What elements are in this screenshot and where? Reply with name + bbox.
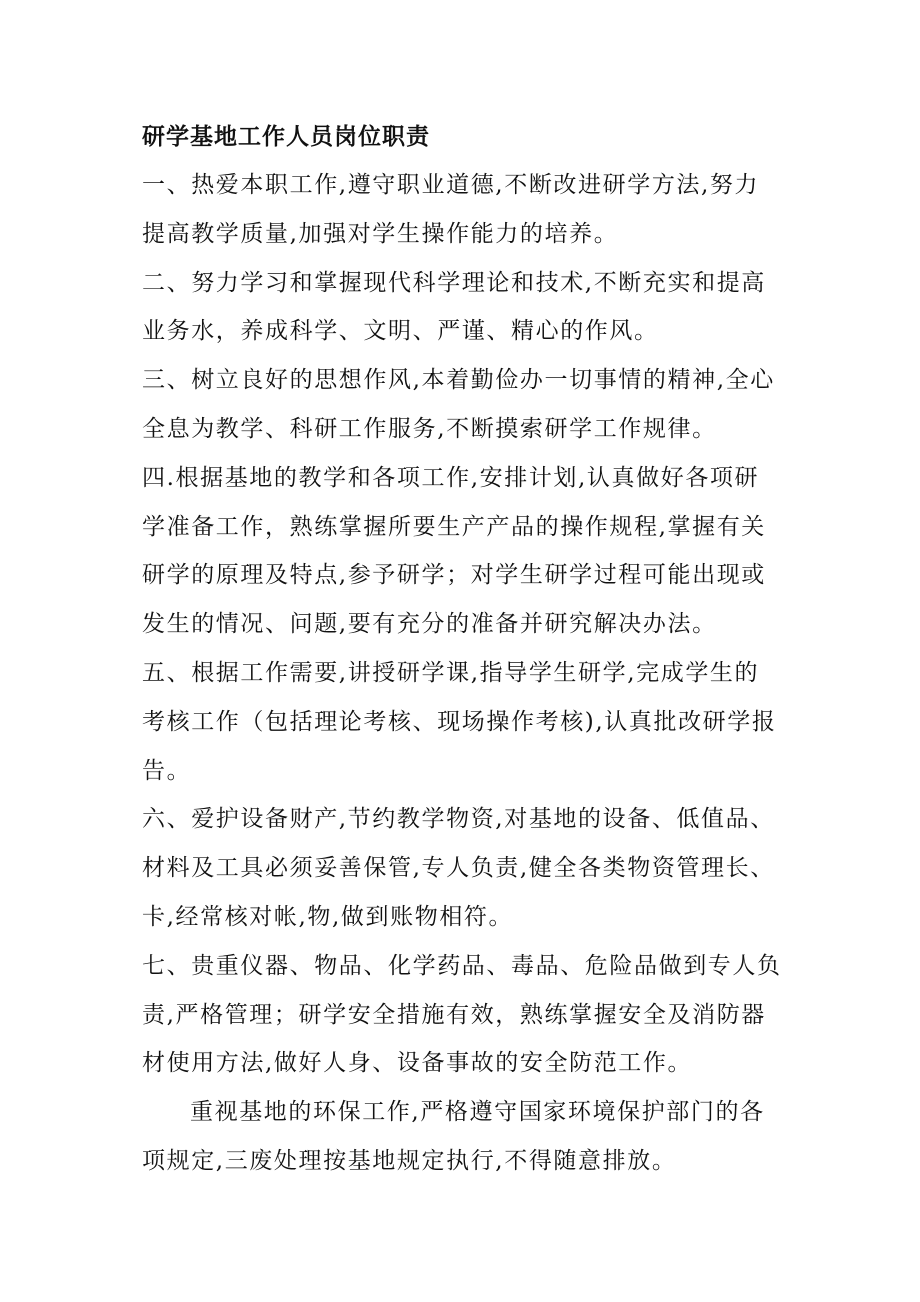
paragraph-8 <box>142 1088 802 1186</box>
paragraph-line: 七、贵重仪器、物品、化学药品、毒品、危险品做到专人负 <box>142 952 782 979</box>
paragraph-1 <box>142 161 802 259</box>
paragraph-line: 重视基地的环保工作,严格遵守国家环境保护部门的各 <box>190 1099 765 1126</box>
paragraph-line: 发生的情况、问题,要有充分的准备并研究解决办法。 <box>142 611 717 638</box>
paragraph-line: 二、努力学习和掌握现代科学理论和技术,不断充实和提高 <box>142 269 766 296</box>
paragraph-line: 卡,经常核对帐,物,做到账物相符。 <box>142 903 514 930</box>
paragraph-line: 四.根据基地的教学和各项工作,安排计划,认真做好各项研 <box>142 464 760 491</box>
paragraph-line: 研学的原理及特点,参予研学；对学生研学过程可能出现或 <box>142 562 766 589</box>
paragraph-line: 材使用方法,做好人身、设备事故的安全防范工作。 <box>142 1050 693 1077</box>
paragraph-line: 考核工作（包括理论考核、现场操作考核),认真批改研学报 <box>142 708 777 735</box>
paragraph-line: 六、爱护设备财产,节约教学物资,对基地的设备、低值品、 <box>142 806 775 833</box>
paragraph-7 <box>142 942 802 1088</box>
paragraph-line: 学准备工作，熟练掌握所要生产产品的操作规程,掌握有关 <box>142 513 766 540</box>
paragraph-line: 责,严格管理；研学安全措施有效，熟练掌握安全及消防器 <box>142 1001 766 1028</box>
paragraph-line: 三、树立良好的思想作风,本着勤俭办一切事情的精神,全心 <box>142 367 775 394</box>
paragraph-line: 项规定,三废处理按基地规定执行,不得随意排放。 <box>142 1147 677 1174</box>
paragraph-line: 业务水，养成科学、文明、严谨、精心的作风。 <box>142 318 659 345</box>
paragraph-line: 材料及工具必须妥善保管,专人负责,健全各类物资管理长、 <box>142 855 775 882</box>
paragraph-line: 告。 <box>142 757 192 784</box>
paragraph-line: 一、热爱本职工作,遵守职业道德,不断改进研学方法,努力 <box>142 172 760 198</box>
document-page <box>142 113 802 1186</box>
paragraph-3 <box>142 356 802 454</box>
paragraph-5 <box>142 649 802 795</box>
paragraph-6 <box>142 795 802 941</box>
document-title: 研学基地工作人员岗位职责 <box>142 123 430 150</box>
paragraph-4 <box>142 454 802 649</box>
paragraph-2 <box>142 259 802 357</box>
paragraph-line: 五、根据工作需要,讲授研学课,指导学生研学,完成学生的 <box>142 659 760 686</box>
paragraph-line: 提高教学质量,加强对学生操作能力的培养。 <box>142 220 619 247</box>
paragraph-line: 全息为教学、科研工作服务,不断摸索研学工作规律。 <box>142 415 717 442</box>
